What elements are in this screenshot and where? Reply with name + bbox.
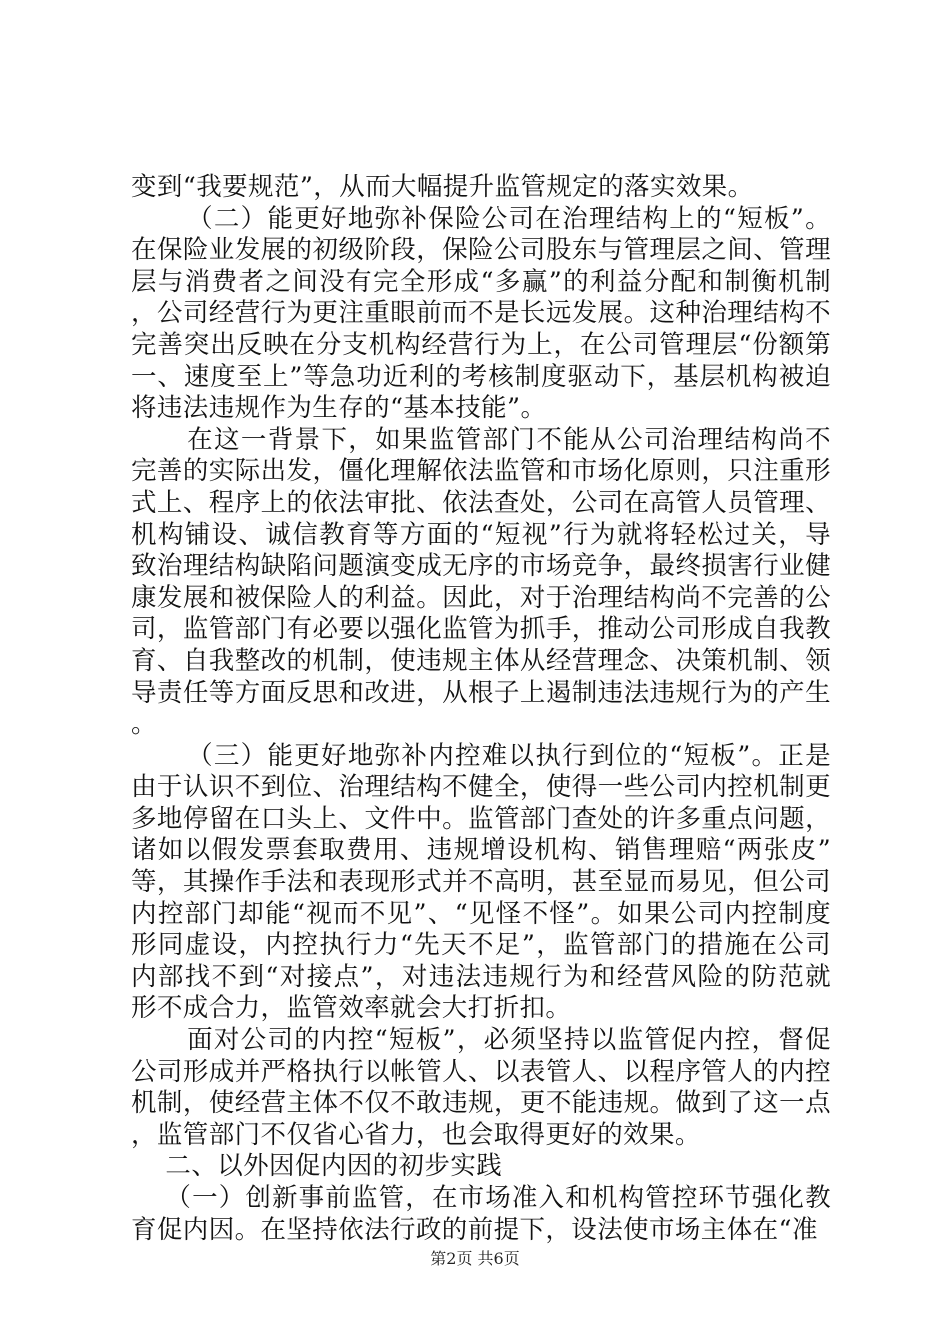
paragraph-background: 在这一背景下，如果监管部门不能从公司治理结构尚不完善的实际出发，僵化理解依法监管和市场化原则，只注重形式上、程序上的依法审批、依法查处，公司在高管人员管理、机构铺设、诚信教育等方面的“短视”行为就将轻松过关，导致治理结构缺陷问题演变成无序的市场竞争，最终损害行业健康发展和被保险人的利益。因此，对于治理结构尚不完善的公司，监管部门有必要以强化监管为抓手，推动公司形成自我教育、自我整改的机制，使违规主体从经营理念、决策机制、领导责任等方面反思和改进，从根子上遏制违法违规行为的产生。 xyxy=(131,424,831,740)
paragraph-subsection-1: （一）创新事前监管，在市场准入和机构管控环节强化教育促内因。在坚持依法行政的前提下，设法使市场主体在“准 xyxy=(131,1183,831,1245)
page-footer: 第2页 共6页 xyxy=(430,1249,520,1268)
paragraph-continuation: 变到“我要规范”，从而大幅提升监管规定的落实效果。 xyxy=(131,172,754,202)
section-heading: 二、以外因促内因的初步实践 xyxy=(165,1151,503,1182)
paragraph-section-2: （二）能更好地弥补保险公司在治理结构上的“短板”。在保险业发展的初级阶段，保险公司股东与管理层之间、管理层与消费者之间没有完全形成“多赢”的利益分配和制衡机制，公司经营行为更注重眼前而不是长远发展。这种治理结构不完善突出反映在分支机构经营行为上，在公司管理层“份额第一、速度至上”等急功近利的考核制度驱动下，基层机构被迫将违法违规作为生存的“基本技能”。 xyxy=(131,203,831,424)
paragraph-section-3: （三）能更好地弥补内控难以执行到位的“短板”。正是由于认识不到位、治理结构不健全，使得一些公司内控机制更多地停留在口头上、文件中。监管部门查处的许多重点问题，诸如以假发票套取费用、违规增设机构、销售理赔“两张皮”等，其操作手法和表现形式并不高明，甚至显而易见，但公司内控部门却能“视而不见”、“见怪不怪”。如果公司内控制度形同虚设，内控执行力“先天不足”，监管部门的措施在公司内部找不到“对接点”，对违法违规行为和经营风险的防范就形不成合力，监管效率就会大打折扣。 xyxy=(131,740,831,1024)
document-body xyxy=(131,172,831,1246)
paragraph-internal-control: 面对公司的内控“短板”，必须坚持以监管促内控，督促公司形成并严格执行以帐管人、以表管人、以程序管人的内控机制，使经营主体不仅不敢违规，更不能违规。做到了这一点，监管部门不仅省心省力，也会取得更好的效果。 xyxy=(131,1025,831,1150)
